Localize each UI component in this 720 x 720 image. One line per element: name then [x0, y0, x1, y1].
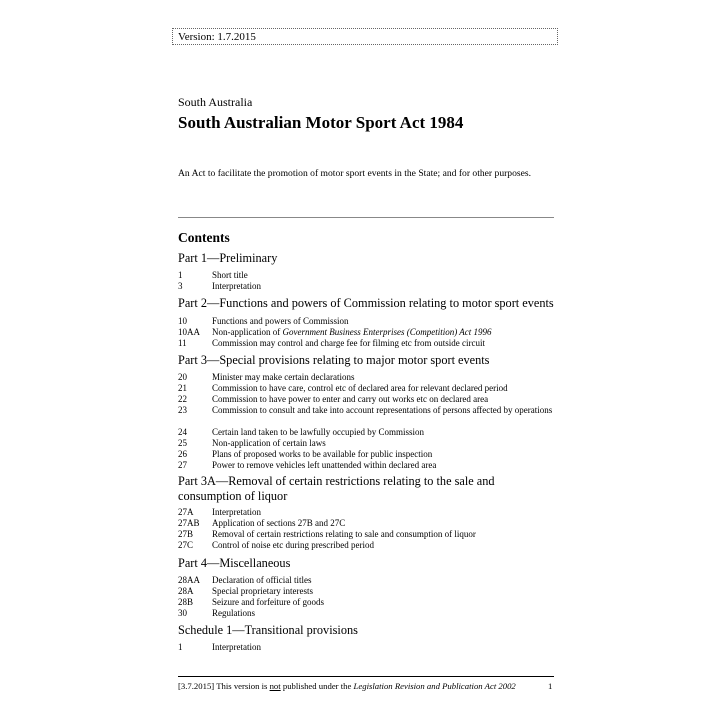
- footer-notice: [178, 681, 516, 691]
- section-title: Short title: [212, 270, 248, 280]
- jurisdiction: South Australia: [178, 95, 253, 109]
- section-title: Commission to consult and take into account representations of persons affected by operations: [212, 405, 553, 415]
- section-number: 1: [178, 642, 183, 652]
- part-heading[interactable]: Part 3A—Removal of certain restrictions relating to the sale and consumption of liquor: [178, 474, 495, 503]
- section-title: Plans of proposed works to be available for public inspection: [212, 449, 433, 459]
- section-number: 11: [178, 338, 187, 348]
- part-heading[interactable]: Part 4—Miscellaneous: [178, 556, 291, 570]
- section-number: 25: [178, 438, 187, 448]
- section-title: Commission to have care, control etc of declared area for relevant declared period: [212, 383, 508, 393]
- section-number: 22: [178, 394, 187, 404]
- section-number: 23: [178, 405, 187, 415]
- section-number: 27AB: [178, 518, 200, 528]
- act-title: South Australian Motor Sport Act 1984: [178, 113, 464, 132]
- version-label: Version: 1.7.2015: [178, 31, 256, 43]
- section-number: 26: [178, 449, 187, 459]
- long-title: An Act to facilitate the promotion of motor sport events in the State; and for other purposes.: [178, 168, 532, 179]
- section-title: Control of noise etc during prescribed period: [212, 540, 374, 550]
- section-number: 1: [178, 270, 183, 280]
- section-title: Power to remove vehicles left unattended within declared area: [212, 460, 437, 470]
- top-divider: [178, 217, 554, 218]
- section-title: Functions and powers of Commission: [212, 316, 349, 326]
- section-number: 30: [178, 608, 187, 618]
- section-number: 27A: [178, 507, 194, 517]
- footer-divider: [178, 676, 554, 677]
- section-number: 27B: [178, 529, 194, 539]
- section-number: 3: [178, 281, 183, 291]
- section-title: Interpretation: [212, 281, 261, 291]
- section-title: Commission may control and charge fee for filming etc from outside circuit: [212, 338, 486, 348]
- section-title: Removal of certain restrictions relating to sale and consumption of liquor: [212, 529, 476, 539]
- section-title: Regulations: [212, 608, 255, 618]
- footer-act-title: Legislation Revision and Publication Act 2002: [353, 681, 516, 691]
- section-number: 28B: [178, 597, 194, 607]
- section-number: 10AA: [178, 327, 200, 337]
- section-number: 20: [178, 372, 187, 382]
- section-title: Non-application of certain laws: [212, 438, 326, 448]
- section-number: 21: [178, 383, 187, 393]
- page-number: 1: [548, 681, 553, 691]
- section-title-text: Non-application of: [212, 327, 283, 337]
- part-heading[interactable]: Part 2—Functions and powers of Commission relating to motor sport events: [178, 296, 554, 310]
- section-title: Seizure and forfeiture of goods: [212, 597, 324, 607]
- cited-act-title: Government Business Enterprises (Competition) Act 1996: [282, 327, 492, 337]
- section-number: 28A: [178, 586, 194, 596]
- part-heading[interactable]: Part 1—Preliminary: [178, 251, 278, 265]
- section-number: 10: [178, 316, 187, 326]
- schedule-heading[interactable]: Schedule 1—Transitional provisions: [178, 623, 358, 637]
- section-title: Application of sections 27B and 27C: [212, 518, 346, 528]
- section-title: Commission to have power to enter and carry out works etc on declared area: [212, 394, 489, 404]
- section-number: 24: [178, 427, 187, 437]
- section-title: Declaration of official titles: [212, 575, 312, 585]
- section-title: Certain land taken to be lawfully occupied by Commission: [212, 427, 424, 437]
- section-title: [212, 327, 554, 338]
- section-title: Minister may make certain declarations: [212, 372, 355, 382]
- footer-text: published under the: [280, 681, 354, 691]
- section-title: Interpretation: [212, 507, 261, 517]
- version-box: [172, 28, 558, 45]
- section-number: 27C: [178, 540, 194, 550]
- contents-heading: Contents: [178, 230, 230, 245]
- footer-not: not: [269, 681, 281, 691]
- section-number: 28AA: [178, 575, 200, 585]
- footer-text: This version is: [214, 681, 270, 691]
- section-title: Interpretation: [212, 642, 261, 652]
- section-title: Special proprietary interests: [212, 586, 313, 596]
- section-number: 27: [178, 460, 187, 470]
- footer-date: [3.7.2015]: [178, 681, 215, 691]
- part-heading[interactable]: Part 3—Special provisions relating to major motor sport events: [178, 353, 490, 367]
